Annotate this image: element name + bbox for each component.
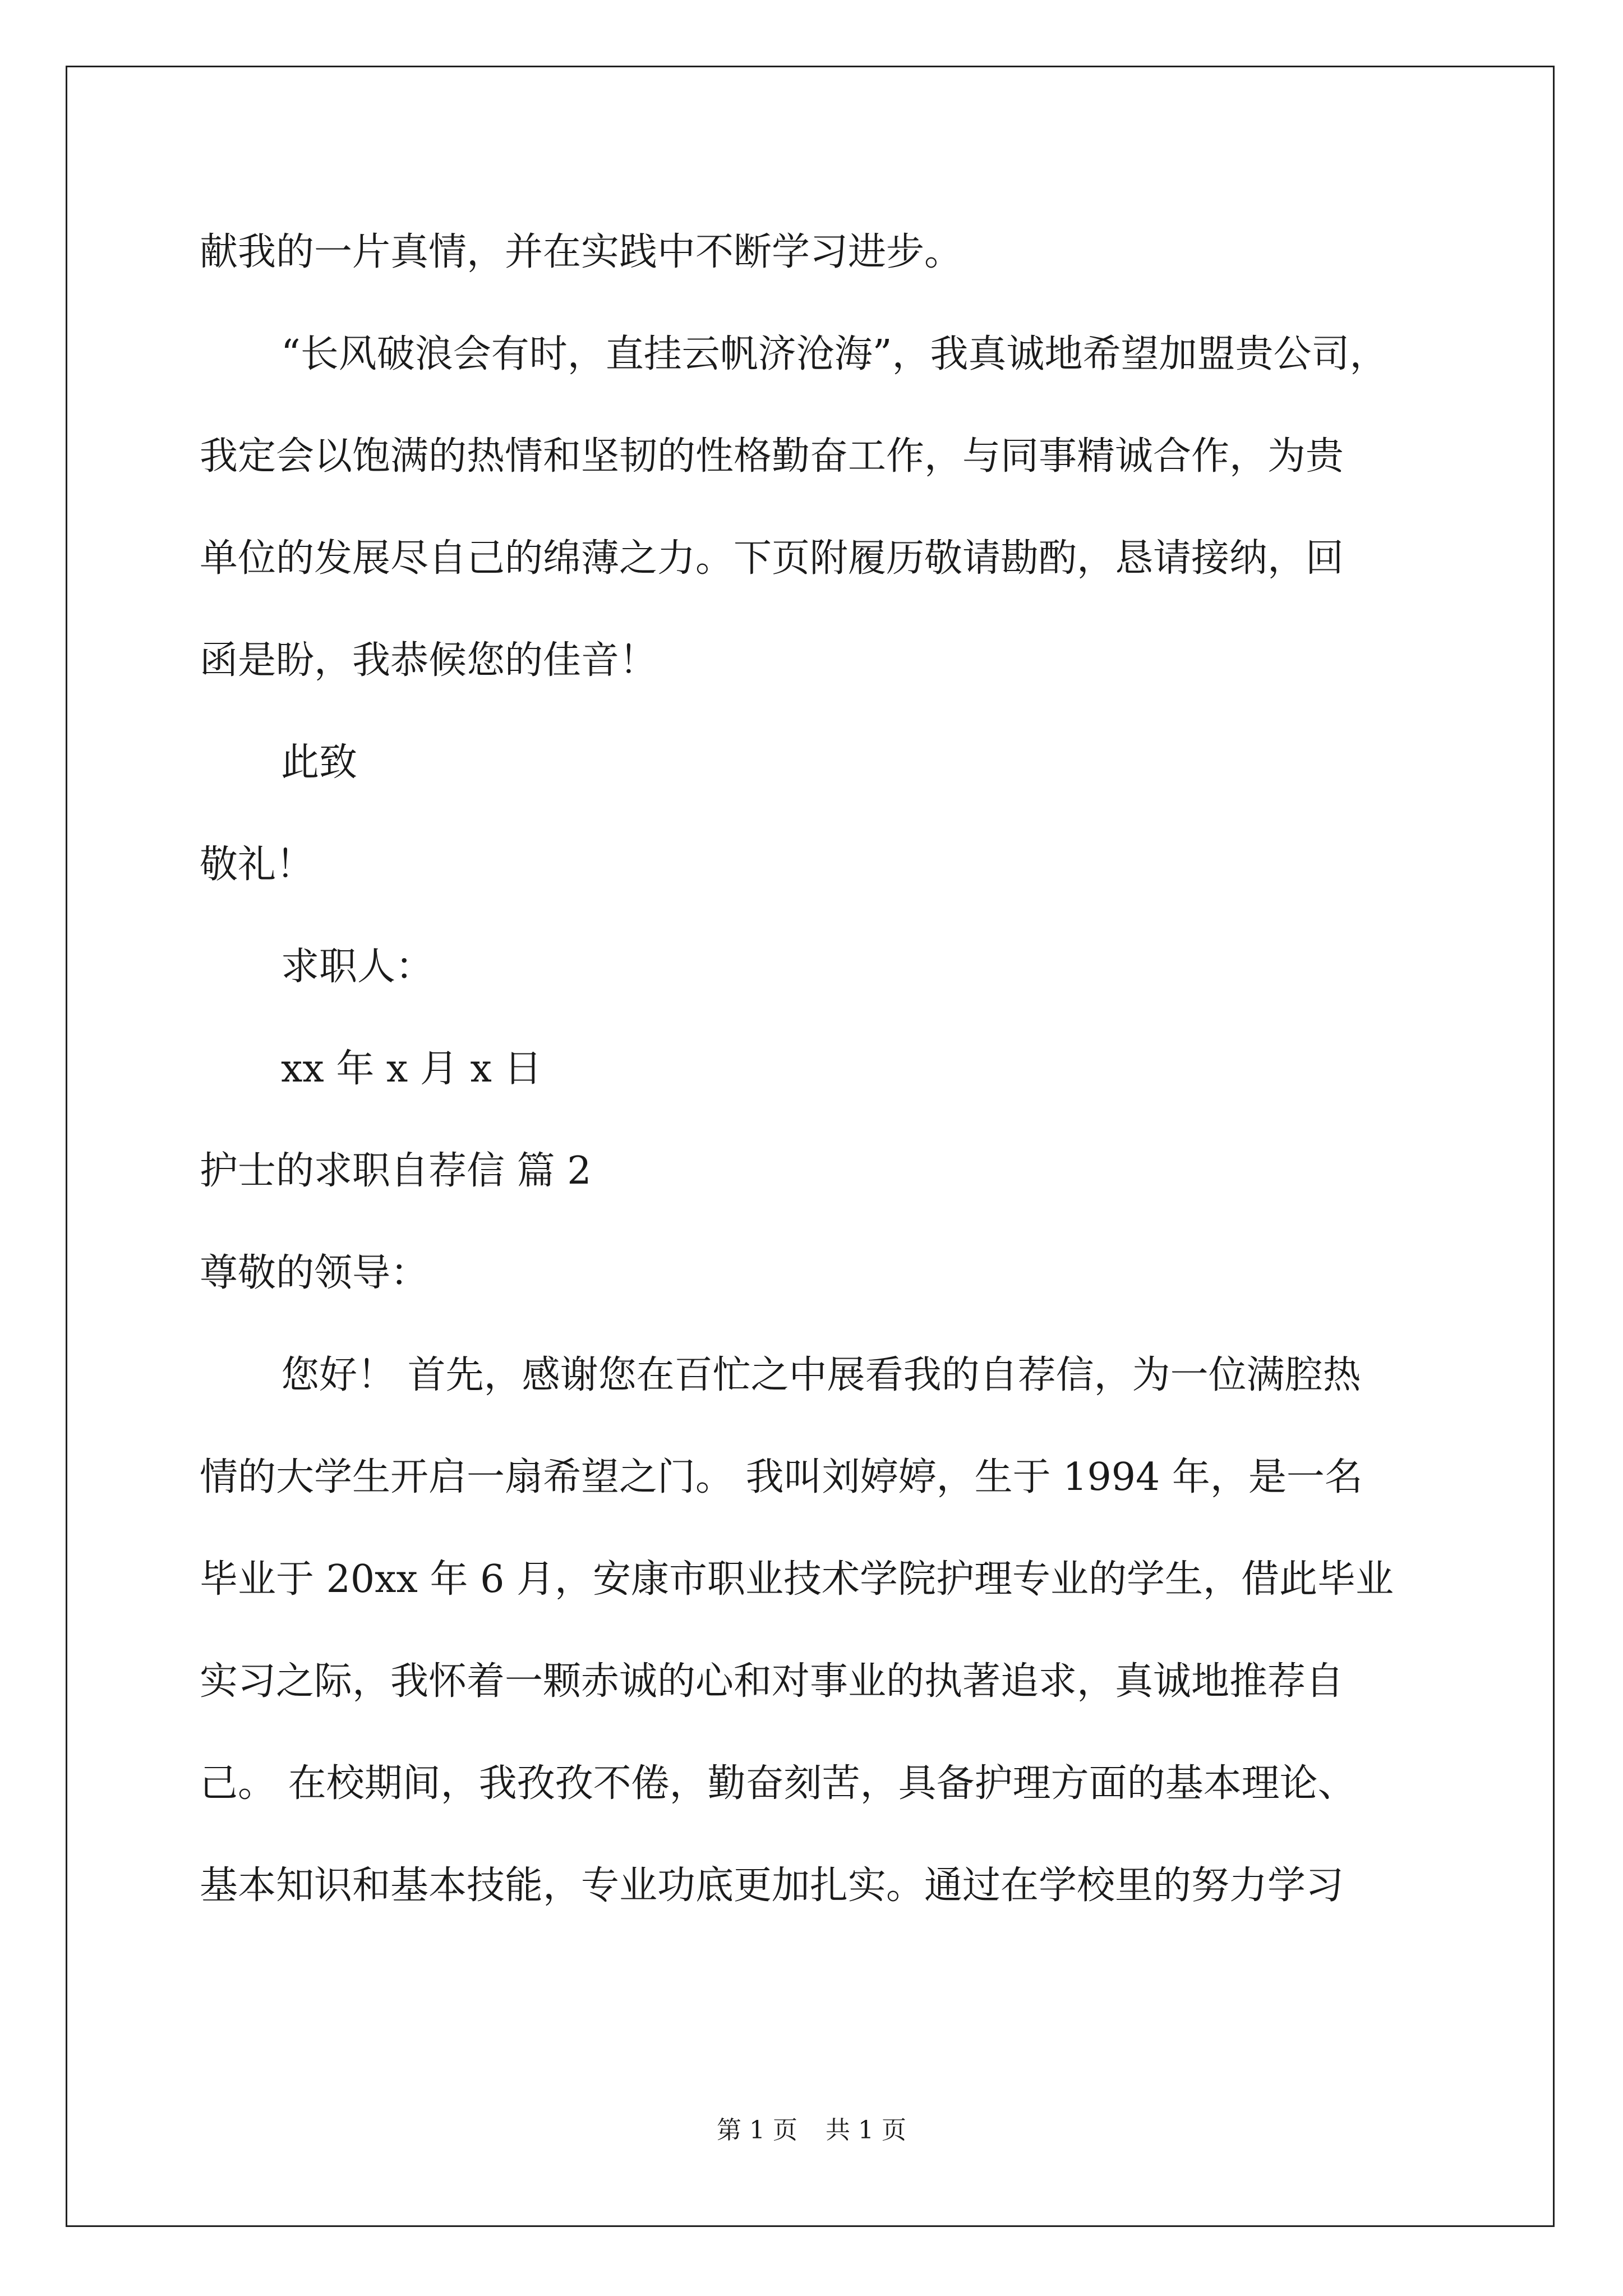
section-title: 护士的求职自荐信 篇 2 bbox=[200, 1149, 592, 1193]
body-text-line: 我定会以饱满的热情和坚韧的性格勤奋工作，与同事精诚合作，为贵 bbox=[200, 434, 1344, 478]
page-total: 共 1 页 bbox=[826, 2116, 906, 2145]
date-line: xx 年 x 月 x 日 bbox=[281, 1047, 542, 1091]
body-text-line: 毕业于 20xx 年 6 月，安康市职业技术学院护理专业的学生，借此毕业 bbox=[200, 1557, 1394, 1602]
body-text-line: 基本知识和基本技能，专业功底更加扎实。通过在学校里的努力学习 bbox=[200, 1864, 1344, 1908]
greeting: 尊敬的领导： bbox=[200, 1251, 429, 1295]
body-text-line: 情的大学生开启一扇希望之门。 我叫刘婷婷，生于 1994 年，是一名 bbox=[200, 1455, 1363, 1499]
body-text-line: 献我的一片真情，并在实践中不断学习进步。 bbox=[200, 230, 963, 274]
body-text-line: 您好！ 首先，感谢您在百忙之中展看我的自荐信，为一位满腔热 bbox=[281, 1353, 1361, 1397]
signature-label: 求职人： bbox=[281, 945, 434, 989]
page-footer bbox=[0, 2114, 1623, 2147]
body-text-line: 实习之际，我怀着一颗赤诚的心和对事业的执著追求，真诚地推荐自 bbox=[200, 1659, 1344, 1704]
body-text-line: 单位的发展尽自己的绵薄之力。下页附履历敬请勘酌，恳请接纳，回 bbox=[200, 536, 1344, 581]
body-text-line: 函是盼，我恭候您的佳音！ bbox=[200, 638, 658, 683]
body-text-line: “长风破浪会有时，直挂云帆济沧海”，我真诚地希望加盟贵公司， bbox=[281, 332, 1388, 376]
closing-salutation: 此致 bbox=[281, 740, 358, 785]
page-number: 第 1 页 bbox=[717, 2116, 797, 2145]
body-text-line: 己。 在校期间，我孜孜不倦，勤奋刻苦，具备护理方面的基本理论、 bbox=[200, 1761, 1356, 1806]
closing-respect: 敬礼！ bbox=[200, 843, 315, 887]
